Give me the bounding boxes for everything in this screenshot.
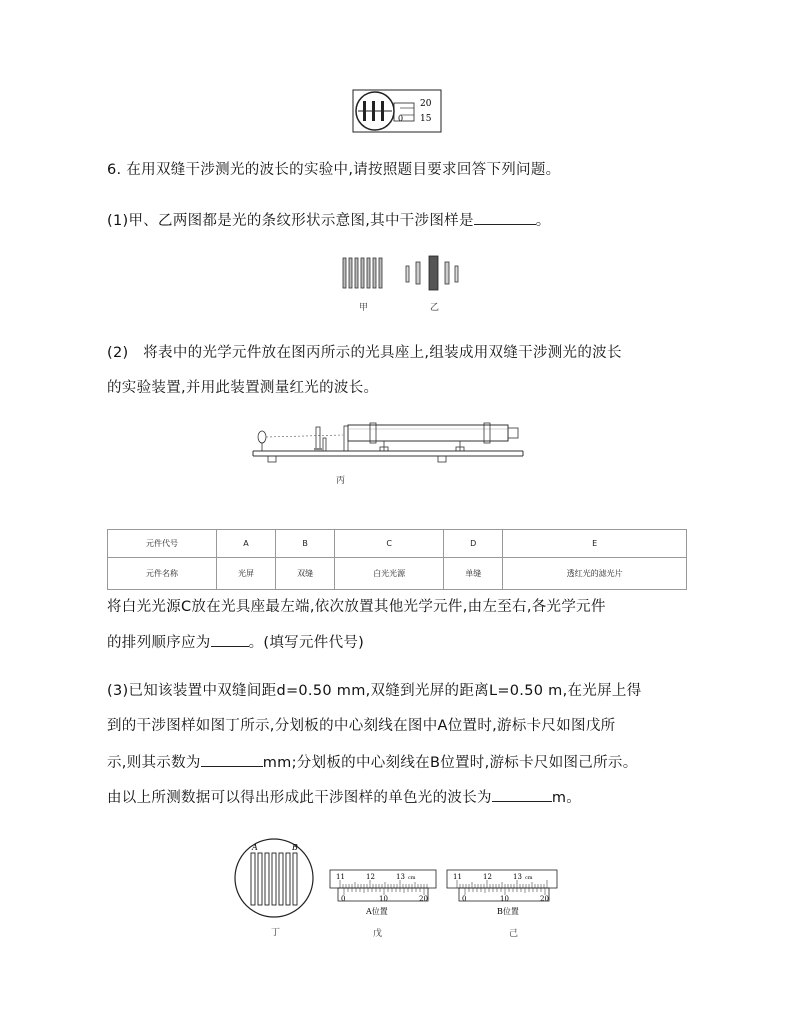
q6-part2-line3: 将白光光源C放在光具座最左端,依次放置其他光学元件,由左至右,各光学元件: [107, 599, 606, 615]
table-header-row: [108, 530, 687, 558]
q6-part3-line3-mid: mm;分划板的中心刻线在B位置时,游标卡尺如图己所示。: [262, 755, 638, 771]
main-scale-12: 12: [366, 873, 375, 881]
table-cell: 光屏: [216, 558, 275, 590]
caption-ding: 丁: [271, 928, 281, 938]
micrometer-lower-tick: 15: [420, 114, 432, 124]
optical-bench-figure: [248, 420, 528, 470]
q6-part1-answer-blank[interactable]: [474, 210, 536, 225]
position-label-a: A位置: [366, 907, 388, 916]
position-label-b: B位置: [497, 907, 519, 916]
table-cell: 元件名称: [108, 558, 217, 590]
main-scale-11: 11: [453, 873, 462, 881]
q6-part2-answer-blank[interactable]: [211, 632, 249, 647]
vernier-20: 20: [419, 895, 428, 903]
q6-part1: [107, 210, 551, 231]
q6-part1-text: (1)甲、乙两图都是光的条纹形状示意图,其中干涉图样是: [107, 213, 474, 229]
table-cell: C: [335, 530, 444, 558]
caption-ji: 己: [509, 929, 519, 939]
q6-part3-line4: [107, 787, 581, 808]
caption-bing: 丙: [336, 476, 346, 486]
q6-part1-end: 。: [535, 213, 551, 229]
vernier-20: 20: [540, 895, 549, 903]
q6-part2-line4: [107, 632, 364, 653]
table-cell: D: [444, 530, 503, 558]
micrometer-zero: 0: [398, 114, 404, 123]
components-table: [107, 529, 687, 590]
table-cell: 单缝: [444, 558, 503, 590]
label-b: B: [292, 843, 298, 852]
main-scale-12: 12: [483, 873, 492, 881]
main-scale-unit: cm: [525, 875, 533, 881]
q6-part3-line4-end: m。: [551, 790, 582, 806]
q6-part2-line4-text: 的排列顺序应为: [107, 635, 211, 651]
table-cell: 双缝: [276, 558, 335, 590]
question-6-intro: 6. 在用双缝干涉测光的波长的实验中,请按照题目要求回答下列问题。: [107, 162, 561, 178]
table-cell: E: [503, 530, 687, 558]
q6-part3-reading-blank[interactable]: [201, 752, 263, 767]
q6-part3-line3: [107, 752, 638, 773]
micrometer-upper-tick: 20: [420, 99, 432, 109]
caption-yi: 乙: [430, 303, 440, 313]
fringe-pattern-yi: [405, 255, 460, 291]
q6-part3-line2: 到的干涉图样如图丁所示,分划板的中心刻线在图中A位置时,游标卡尺如图戊所: [107, 718, 616, 734]
q6-part3-line1: (3)已知该装置中双缝间距d=0.50 mm,双缝到光屏的距离L=0.50 m,在光屏上得: [107, 683, 642, 699]
q6-part3-line4-text: 由以上所测数据可以得出形成此干涉图样的单色光的波长为: [107, 790, 492, 806]
table-cell: 透红光的滤光片: [503, 558, 687, 590]
main-scale-unit: cm: [408, 875, 416, 881]
caption-wu: 戊: [373, 929, 383, 939]
vernier-0: 0: [462, 895, 467, 903]
q6-part3-wavelength-blank[interactable]: [492, 787, 552, 802]
table-cell: A: [216, 530, 275, 558]
interference-pattern-ding: [232, 836, 316, 920]
q6-part3-line3-text: 示,则其示数为: [107, 755, 201, 771]
vernier-caliper-ji: [445, 866, 560, 922]
vernier-10: 10: [500, 895, 509, 903]
main-scale-11: 11: [336, 873, 345, 881]
vernier-0: 0: [341, 895, 346, 903]
micrometer-figure: [350, 88, 445, 136]
q6-part2-line1: (2) 将表中的光学元件放在图丙所示的光具座上,组装成用双缝干涉测光的波长: [107, 345, 622, 361]
label-a: A: [252, 843, 258, 852]
fringe-pattern-jia: [342, 257, 386, 289]
caption-jia: 甲: [359, 303, 369, 313]
q6-part2-line4-end: 。(填写元件代号): [248, 635, 365, 651]
table-cell: 白光光源: [335, 558, 444, 590]
q6-part2-line2: 的实验装置,并用此装置测量红光的波长。: [107, 380, 379, 396]
vernier-10: 10: [379, 895, 388, 903]
vernier-caliper-wu: [328, 866, 438, 922]
table-cell: B: [276, 530, 335, 558]
main-scale-13: 13: [513, 873, 522, 881]
table-cell: 元件代号: [108, 530, 217, 558]
table-row: [108, 558, 687, 590]
main-scale-13: 13: [396, 873, 405, 881]
